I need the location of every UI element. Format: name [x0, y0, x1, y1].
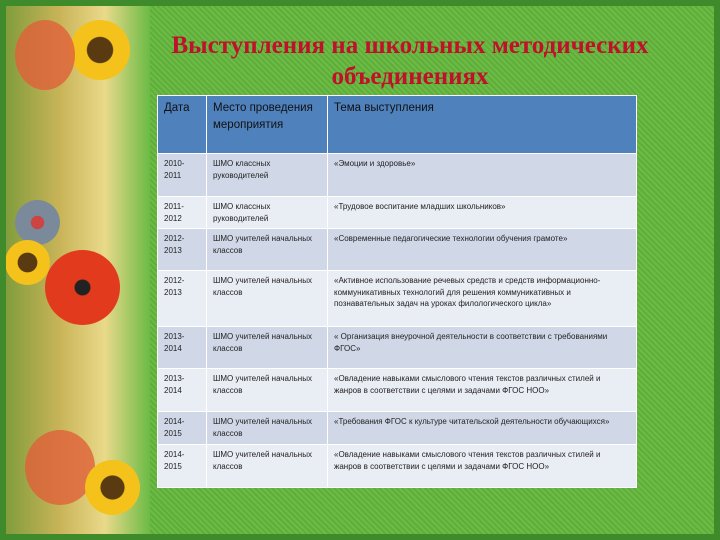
header-topic: Тема выступления: [328, 96, 637, 154]
sunflower-icon: [85, 460, 140, 515]
topic-cell: «Овладение навыками смыслового чтения текстов различных стилей и жанров в соответствии с целями и задачами ФГОС НОО»: [328, 369, 637, 412]
date-cell: 2011-2012: [158, 197, 207, 229]
table-row: [158, 327, 637, 369]
place-cell: ШМО учителей начальных классов: [207, 271, 328, 327]
poppy-icon: [45, 250, 120, 325]
table-row: [158, 369, 637, 412]
date-cell: 2013-2014: [158, 327, 207, 369]
topic-cell: «Требования ФГОС к культуре читательской деятельности обучающихся»: [328, 412, 637, 445]
date-cell: 2013-2014: [158, 369, 207, 412]
topic-cell: «Трудовое воспитание младших школьников»: [328, 197, 637, 229]
header-place: Место проведения мероприятия: [207, 96, 328, 154]
date-cell: 2014-2015: [158, 445, 207, 488]
presentations-table: [157, 95, 637, 488]
topic-cell: «Активное использование речевых средств и средств информационно-коммуникативных технологий для решения коммуникативных и познавательных задач на уроках филологического цикла»: [328, 271, 637, 327]
topic-cell: «Современные педагогические технологии обучения грамоте»: [328, 229, 637, 271]
place-cell: ШМО классных руководителей: [207, 197, 328, 229]
date-cell: 2010-2011: [158, 154, 207, 197]
sunflower-icon: [5, 240, 50, 285]
table-row: [158, 445, 637, 488]
topic-cell: «Овладение навыками смыслового чтения текстов различных стилей и жанров в соответствии с целями и задачами ФГОС НОО»: [328, 445, 637, 488]
topic-cell: « Организация внеурочной деятельности в соответствии с требованиями ФГОС»: [328, 327, 637, 369]
heart-ornament-icon: [15, 20, 75, 90]
medallion-icon: [15, 200, 60, 245]
place-cell: ШМО учителей начальных классов: [207, 229, 328, 271]
sunflower-icon: [70, 20, 130, 80]
place-cell: ШМО учителей начальных классов: [207, 369, 328, 412]
place-cell: ШМО учителей начальных классов: [207, 412, 328, 445]
header-date: Дата: [158, 96, 207, 154]
date-cell: 2014-2015: [158, 412, 207, 445]
heart-ornament-icon: [25, 430, 95, 505]
place-cell: ШМО учителей начальных классов: [207, 445, 328, 488]
table-row: [158, 197, 637, 229]
table-row: [158, 271, 637, 327]
date-cell: 2012-2013: [158, 229, 207, 271]
place-cell: ШМО учителей начальных классов: [207, 327, 328, 369]
place-cell: ШМО классных руководителей: [207, 154, 328, 197]
date-cell: 2012-2013: [158, 271, 207, 327]
table-row: [158, 229, 637, 271]
topic-cell: «Эмоции и здоровье»: [328, 154, 637, 197]
table-row: [158, 154, 637, 197]
table-row: [158, 412, 637, 445]
slide-title: Выступления на школьных методических объединениях: [171, 32, 649, 90]
